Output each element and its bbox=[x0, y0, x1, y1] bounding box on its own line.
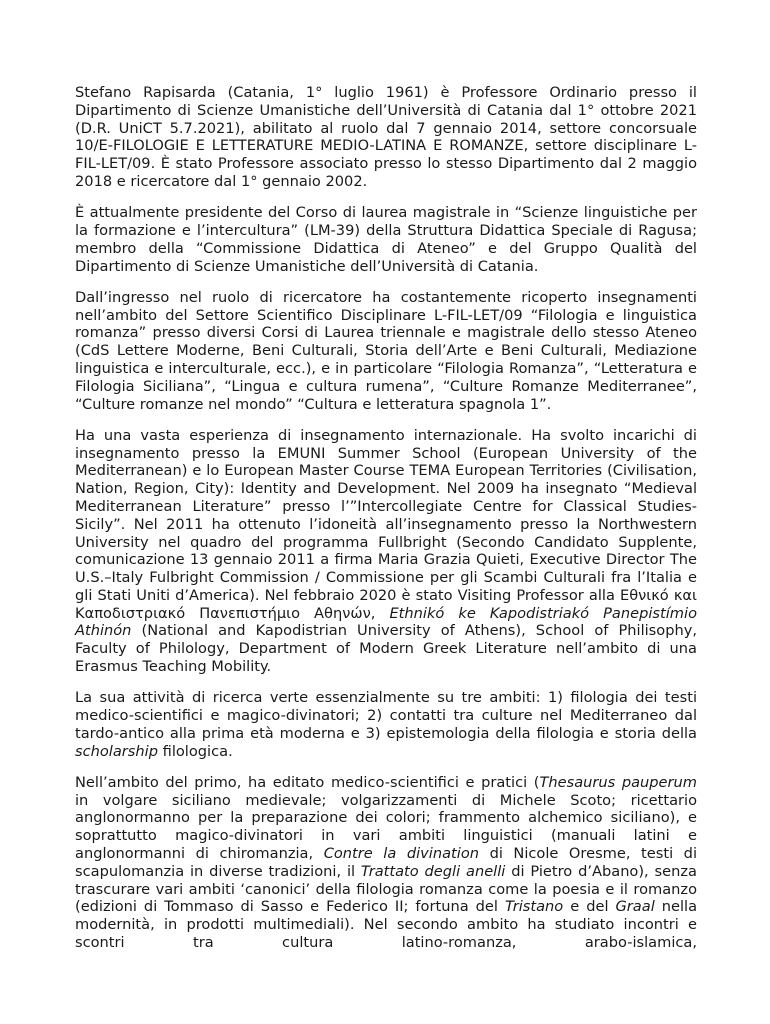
text-run: di Nicole Oresme, testi di scapulomanzia in diverse tradizioni, il bbox=[75, 845, 698, 880]
text-run: di Pietro d’Abano), senza trascurare vari ambiti ‘canonici’ della filologia romanza come la poesia e il romanzo (edizioni di Tommaso di Sasso e Federico II; fortuna del bbox=[75, 862, 697, 916]
text-run: Ha una vasta esperienza di insegnamento internazionale. Ha svolto incarichi di insegnamento presso la EMUNI Summer School (European University of the Mediterranean) e lo European Master Course TEMA European Territories (Civilisation, Nation, Region, City): Identity and Development. Nel 2009 ha insegnato “Medieval Mediterranean Literature” presso l’”Intercollegiate Centre for Classical Studies-Sicily”. Nel 2011 ha ottenuto l’idoneità all’insegnamento presso la Northwestern University nel quadro del programma Fullbright (Secondo Candidato Supplente, comunicazione 13 gennaio 2011 a firma Maria Grazia Quieti, Executive Director The U.S.–Italy Fulbright Commission / Commissione per gli Scambi Culturali fra l’Italia e gli Stati Uniti d’America). Nel febbraio 2020 è stato Visiting Professor alla Εθνικό και Καποδιστριακό Πανεπιστήμιο Αθηνών, bbox=[75, 426, 697, 622]
paragraph-international bbox=[75, 427, 697, 676]
italic-run: Contre la divination bbox=[323, 845, 480, 863]
text-run: Nell’ambito del primo, ha editato medico-scientifici e pratici ( bbox=[75, 773, 540, 791]
text-run: in volgare siciliano medievale; volgarizzamenti di Michele Scoto; ricettario anglonormanno per la preparazione dei colori; frammento alchemico siciliano), e soprattutto magico-divinatori in vari ambiti linguistici (manuali latini e anglonormanni di chiromanzia, bbox=[75, 791, 697, 863]
italic-run: Tristano bbox=[504, 898, 564, 916]
paragraph-first-area bbox=[75, 774, 697, 952]
text-run: filologica. bbox=[162, 742, 233, 760]
italic-run: Graal bbox=[615, 898, 655, 916]
text-run: e del bbox=[570, 898, 609, 916]
paragraph-research bbox=[75, 689, 697, 760]
text-run: La sua attività di ricerca verte essenzialmente su tre ambiti: 1) filologia dei testi medico-scientifici e magico-divinatori; 2) contatti tra culture nel Mediterraneo dal tardo-antico alla prima età moderna e 3) epistemologia della filologia e storia della bbox=[75, 689, 697, 742]
paragraph-biography: Stefano Rapisarda (Catania, 1° luglio 1961) è Professore Ordinario presso il Dipartimento di Scienze Umanistiche dell’Università di Catania dal 1° ottobre 2021 (D.R. UniCT 5.7.2021), abilitato al ruolo dal 7 gennaio 2014, settore concorsuale 10/E-FILOLOGIE E LETTERATURE MEDIO-LATINA E ROMANZE, settore disciplinare L-FIL-LET/09. È stato Professore associato presso lo stesso Dipartimento dal 2 maggio 2018 e ricercatore dal 1° gennaio 2002. bbox=[75, 84, 697, 190]
paragraph-teaching: Dall’ingresso nel ruolo di ricercatore ha costantemente ricoperto insegnamenti nell’ambito del Settore Scientifico Disciplinare L-FIL-LET/09 “Filologia e linguistica romanza” presso diversi Corsi di Laurea triennale e magistrale dello stesso Ateneo (CdS Lettere Moderne, Beni Culturali, Storia dell’Arte e Beni Culturali, Mediazione linguistica e interculturale, ecc.), e in particolare “Filologia Romanza”, “Letteratura e Filologia Siciliana”, “Lingua e cultura rumena”, “Culture Romanze Mediterranee”, “Culture romanze nel mondo” “Cultura e letteratura spagnola 1”. bbox=[75, 288, 697, 413]
italic-run: Ethnikó ke Kapodistriakó Panepistímio Athinón bbox=[75, 604, 697, 640]
text-run: nella modernità, in prodotti multimediali). Nel secondo ambito ha studiato incontri e scontri tra cultura latino-romanza, arabo-islamica, bbox=[75, 898, 698, 952]
italic-run: Thesaurus pauperum bbox=[539, 773, 698, 791]
italic-run: scholarship bbox=[75, 742, 158, 760]
paragraph-roles: È attualmente presidente del Corso di laurea magistrale in “Scienze linguistiche per la formazione e l’intercultura” (LM-39) della Struttura Didattica Speciale di Ragusa; membro della “Commissione Didattica di Ateneo” e del Gruppo Qualità del Dipartimento di Scienze Umanistiche dell’Università di Catania. bbox=[75, 204, 697, 275]
italic-run: Trattato degli anelli bbox=[360, 862, 506, 880]
text-run: (National and Kapodistrian University of Athens), School of Philisophy, Faculty of Philology, Department of Modern Greek Literature nell’ambito di una Erasmus Teaching Mobility. bbox=[75, 622, 697, 676]
document-body bbox=[75, 84, 697, 965]
